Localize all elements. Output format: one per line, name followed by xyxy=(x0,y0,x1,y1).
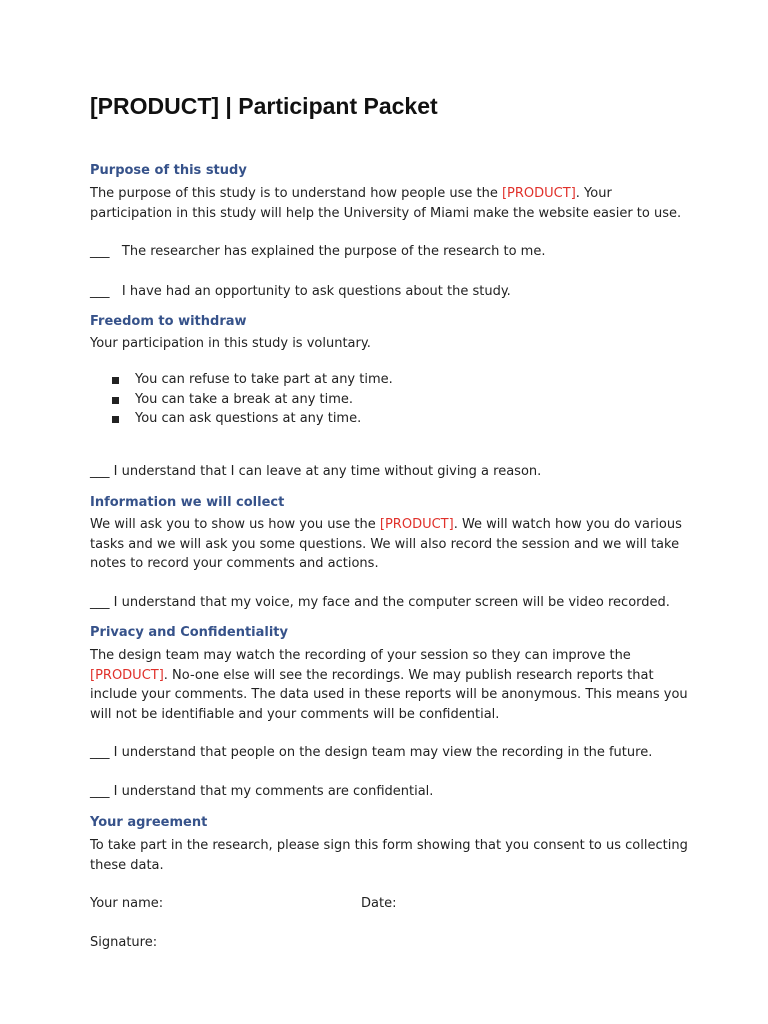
list-item-text: You can ask questions at any time. xyxy=(135,411,362,426)
purpose-text-start: The purpose of this study is to understand how people use the xyxy=(90,186,502,201)
checkline-text: The researcher has explained the purpose of the research to me. xyxy=(121,244,546,259)
name-field-label: Your name: xyxy=(90,896,164,911)
date-field-label: Date: xyxy=(361,896,397,911)
checkline-text: I understand that my voice, my face and the computer screen will be video recorded. xyxy=(113,595,670,610)
checkline-text: I understand that I can leave at any time without giving a reason. xyxy=(113,464,542,479)
list-item xyxy=(112,370,393,390)
square-bullet-icon xyxy=(112,416,119,423)
checkline-text: I understand that people on the design team may view the recording in the future. xyxy=(113,745,653,760)
document-title: [PRODUCT] | Participant Packet xyxy=(90,93,438,119)
list-item-text: You can take a break at any time. xyxy=(135,391,354,407)
square-bullet-icon xyxy=(112,377,119,384)
list-item xyxy=(112,390,393,410)
information-text-start: We will ask you to show us how you use the xyxy=(90,517,380,532)
heading-withdraw: Freedom to withdraw xyxy=(90,314,247,329)
heading-information: Information we will collect xyxy=(90,495,285,510)
information-text-end: . We will watch how you do various tasks and we will ask you some questions. We will also record the session and we will take notes to record your comments and actions. xyxy=(90,517,682,571)
blank-line: ___ xyxy=(90,784,110,799)
privacy-text-start: The design team may watch the recording of your session so they can improve the xyxy=(90,648,631,663)
purpose-text-end: . Your participation in this study will help the University of Miami make the website easier to use. xyxy=(90,186,682,221)
list-item-text: You can refuse to take part at any time. xyxy=(135,372,393,387)
agreement-paragraph: To take part in the research, please sign this form showing that you consent to us collecting these data. xyxy=(90,838,688,873)
privacy-paragraph xyxy=(90,646,690,724)
heading-agreement: Your agreement xyxy=(90,815,208,830)
heading-privacy: Privacy and Confidentiality xyxy=(90,625,288,640)
checkline-design-team-view xyxy=(90,743,690,763)
checkline-text: I understand that my comments are confidential. xyxy=(113,784,434,799)
checkline-purpose-explained xyxy=(90,242,690,262)
blank-line: ___ xyxy=(90,745,110,760)
blank-line: ___ xyxy=(90,284,110,299)
product-placeholder: [PRODUCT] xyxy=(379,517,454,532)
square-bullet-icon xyxy=(112,397,119,404)
blank-line: ___ xyxy=(90,595,110,610)
withdraw-bullet-list xyxy=(112,370,393,429)
privacy-text-end: . No-one else will see the recordings. We may publish research reports that include your comments. The data used in these reports will be anonymous. This means you will not be identifiable and your comments will be confidential. xyxy=(90,667,688,722)
checkline-video-recorded xyxy=(90,593,690,613)
blank-line: ___ xyxy=(90,244,110,259)
withdraw-paragraph: Your participation in this study is voluntary. xyxy=(90,336,371,351)
heading-purpose: Purpose of this study xyxy=(90,163,247,178)
checkline-confidential xyxy=(90,782,690,802)
checkline-questions xyxy=(90,282,690,302)
product-placeholder: [PRODUCT] xyxy=(501,186,576,201)
blank-line: ___ xyxy=(90,464,110,479)
product-placeholder: [PRODUCT] xyxy=(90,667,164,683)
signature-field-label: Signature: xyxy=(90,935,158,950)
list-item xyxy=(112,409,393,429)
checkline-text: I have had an opportunity to ask questions about the study. xyxy=(121,284,511,299)
purpose-paragraph xyxy=(90,184,690,223)
information-paragraph xyxy=(90,515,690,574)
checkline-leave-anytime xyxy=(90,462,690,482)
